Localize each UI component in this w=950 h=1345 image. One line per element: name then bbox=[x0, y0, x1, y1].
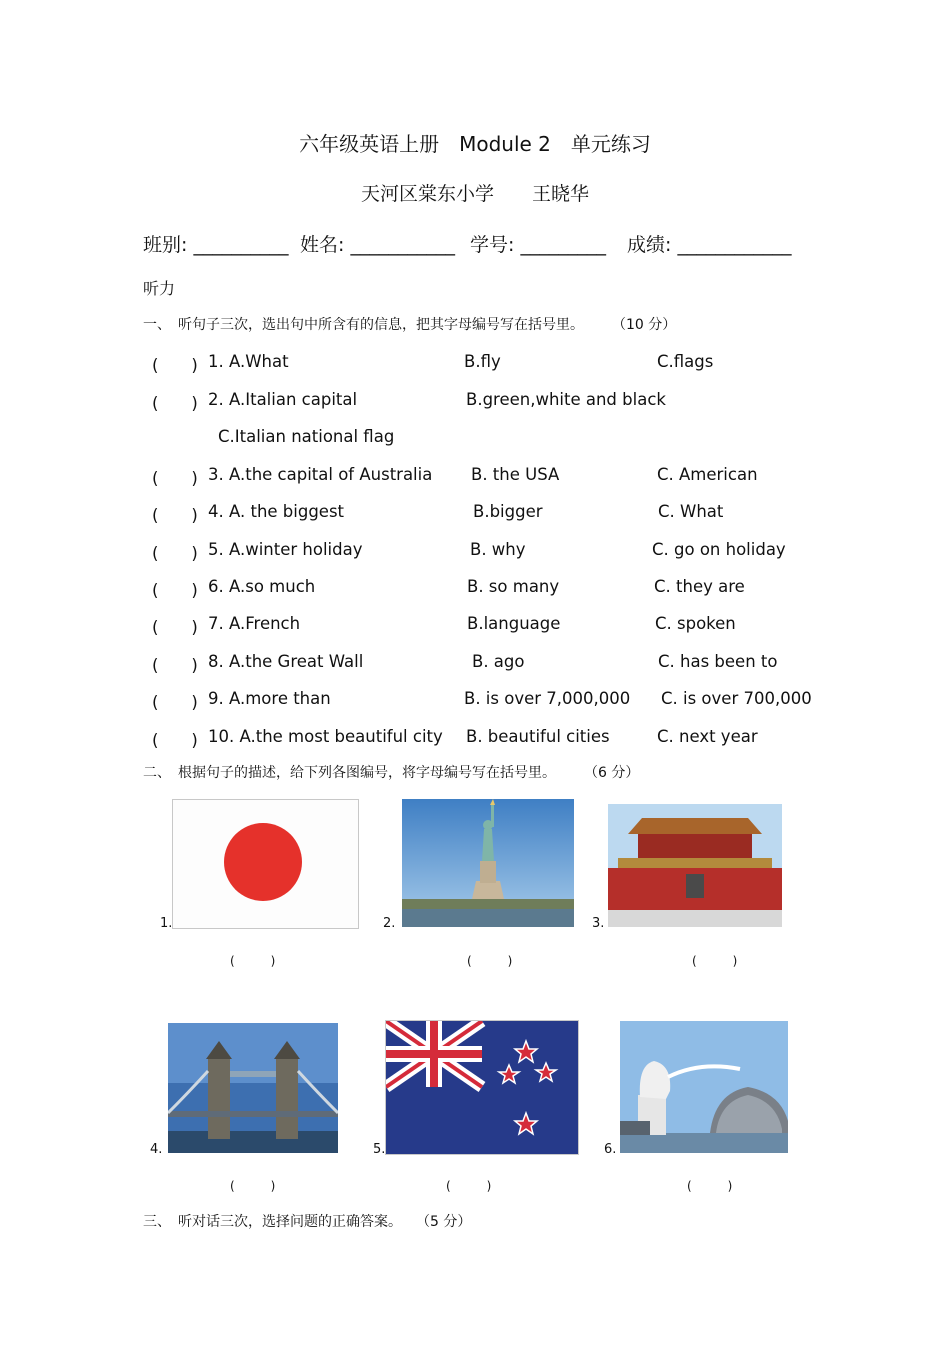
answer-blank[interactable]: ( ) bbox=[152, 544, 198, 563]
option-a: 5. A.winter holiday bbox=[208, 540, 363, 559]
picture-answer-blank[interactable]: ( ) bbox=[230, 1179, 276, 1193]
page-subtitle: 天河区棠东小学 王晓华 bbox=[360, 183, 589, 205]
option-b: B.language bbox=[467, 614, 561, 633]
picture-number: 3. bbox=[592, 916, 605, 931]
section1-heading: 一、 听句子三次，选出句中所含有的信息，把其字母编号写在括号里。 （10 分） bbox=[143, 317, 677, 333]
option-a: 3. A.the capital of Australia bbox=[208, 465, 433, 484]
option-c: C. next year bbox=[657, 727, 758, 746]
option-b: B. the USA bbox=[471, 465, 560, 484]
statue-of-liberty-icon bbox=[402, 799, 574, 927]
option-a: 9. A.more than bbox=[208, 689, 331, 708]
picture-number: 2. bbox=[383, 916, 396, 931]
option-c: C. is over 700,000 bbox=[661, 689, 812, 708]
answer-blank[interactable]: ( ) bbox=[152, 618, 198, 637]
option-a: 6. A.so much bbox=[208, 577, 316, 596]
picture-number: 6. bbox=[604, 1142, 617, 1157]
option-b: B. ago bbox=[472, 652, 525, 671]
option-c: C. spoken bbox=[655, 614, 736, 633]
option-c: C. go on holiday bbox=[652, 540, 786, 559]
option-b: B.green,white and black bbox=[466, 390, 666, 409]
tiananmen-picture bbox=[608, 804, 782, 927]
option-c: C.Italian national flag bbox=[218, 427, 395, 446]
statue-of-liberty-picture bbox=[402, 799, 574, 927]
section2-heading: 二、 根据句子的描述，给下列各图编号，将字母编号写在括号里。 （6 分） bbox=[143, 765, 640, 781]
picture-number: 1. bbox=[160, 916, 173, 931]
answer-blank[interactable]: ( ) bbox=[152, 506, 198, 525]
option-a: 2. A.Italian capital bbox=[208, 390, 358, 409]
option-c: C. What bbox=[658, 502, 724, 521]
answer-blank[interactable]: ( ) bbox=[152, 731, 198, 750]
picture-number: 5. bbox=[373, 1142, 386, 1157]
answer-blank[interactable]: ( ) bbox=[152, 469, 198, 488]
answer-blank[interactable]: ( ) bbox=[152, 394, 198, 413]
merlion-icon bbox=[620, 1021, 788, 1153]
tiananmen-icon bbox=[608, 804, 782, 927]
option-b: B. so many bbox=[467, 577, 560, 596]
option-c: C. American bbox=[657, 465, 758, 484]
answer-blank[interactable]: ( ) bbox=[152, 693, 198, 712]
picture-answer-blank[interactable]: ( ) bbox=[467, 954, 513, 968]
picture-answer-blank[interactable]: ( ) bbox=[446, 1179, 492, 1193]
merlion-picture bbox=[620, 1021, 788, 1153]
option-b: B. why bbox=[470, 540, 526, 559]
option-c: C.flags bbox=[657, 352, 714, 371]
japan-flag-picture bbox=[172, 799, 359, 929]
picture-answer-blank[interactable]: ( ) bbox=[687, 1179, 733, 1193]
option-a: 10. A.the most beautiful city bbox=[208, 727, 443, 746]
option-b: B. is over 7,000,000 bbox=[464, 689, 631, 708]
listening-label: 听力 bbox=[143, 279, 176, 298]
option-a: 8. A.the Great Wall bbox=[208, 652, 364, 671]
picture-answer-blank[interactable]: ( ) bbox=[230, 954, 276, 968]
tower-bridge-icon bbox=[168, 1023, 338, 1153]
option-c: C. has been to bbox=[658, 652, 778, 671]
new-zealand-flag-icon bbox=[386, 1021, 578, 1154]
score-field[interactable]: 成绩: ____________ bbox=[627, 234, 792, 256]
option-a: 4. A. the biggest bbox=[208, 502, 345, 521]
japan-flag-icon bbox=[173, 800, 358, 928]
option-b: B.fly bbox=[464, 352, 501, 371]
new-zealand-flag-picture bbox=[385, 1020, 579, 1155]
option-b: B.bigger bbox=[473, 502, 543, 521]
answer-blank[interactable]: ( ) bbox=[152, 356, 198, 375]
option-a: 1. A.What bbox=[208, 352, 289, 371]
student-number-field[interactable]: 学号: _________ bbox=[470, 234, 606, 256]
option-a: 7. A.French bbox=[208, 614, 301, 633]
picture-answer-blank[interactable]: ( ) bbox=[692, 954, 738, 968]
answer-blank[interactable]: ( ) bbox=[152, 656, 198, 675]
tower-bridge-picture bbox=[168, 1023, 338, 1153]
option-c: C. they are bbox=[654, 577, 745, 596]
section3-heading: 三、 听对话三次，选择问题的正确答案。 （5 分） bbox=[143, 1214, 472, 1230]
answer-blank[interactable]: ( ) bbox=[152, 581, 198, 600]
name-field[interactable]: 姓名: ___________ bbox=[300, 234, 455, 256]
option-b: B. beautiful cities bbox=[466, 727, 610, 746]
class-field[interactable]: 班别: __________ bbox=[143, 234, 289, 256]
page-title: 六年级英语上册 Module 2 单元练习 bbox=[299, 132, 651, 156]
picture-number: 4. bbox=[150, 1142, 163, 1157]
